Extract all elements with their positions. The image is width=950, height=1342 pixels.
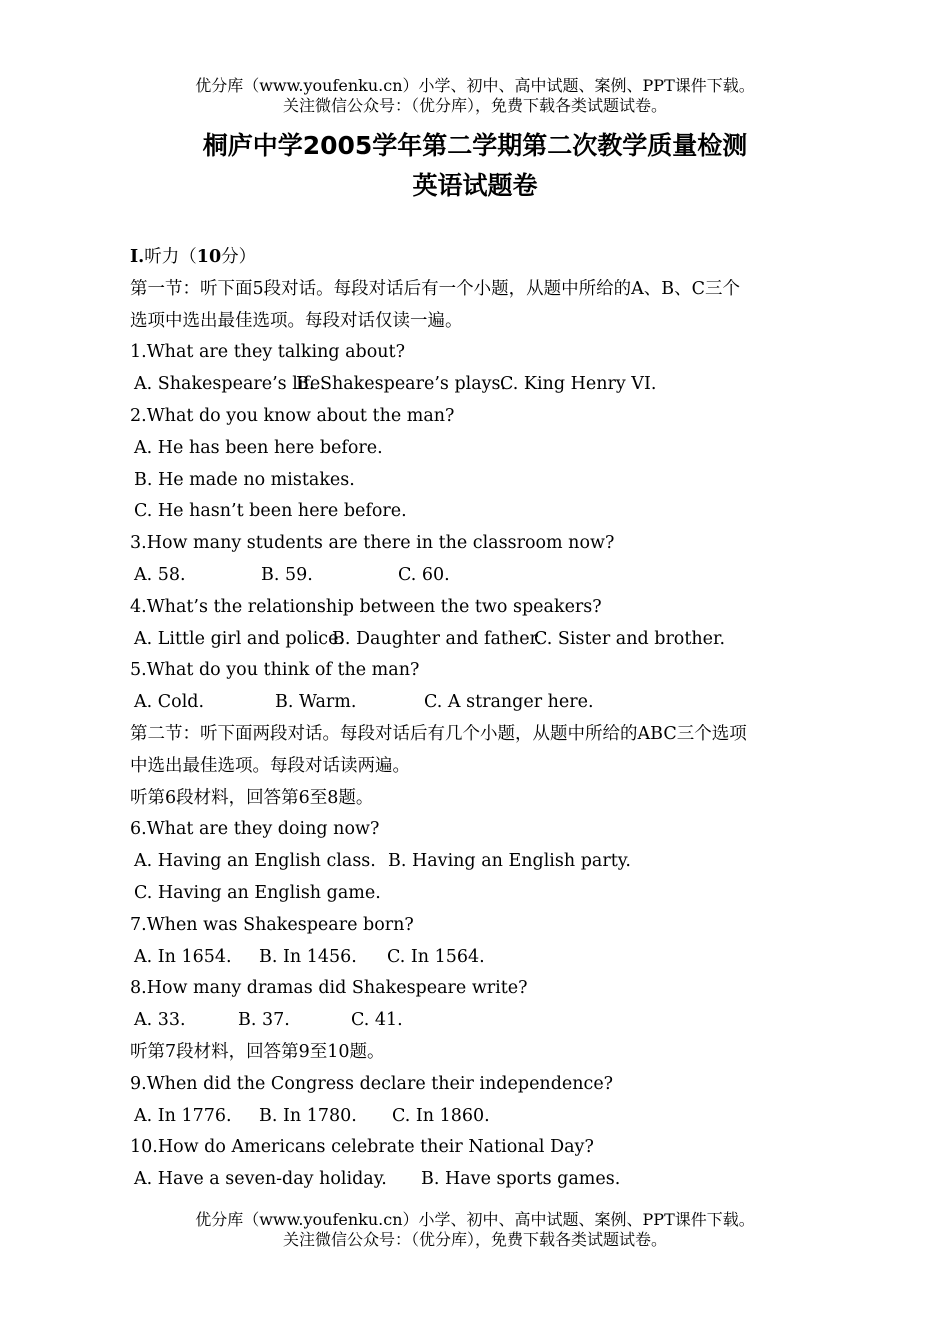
question-1: 1.What are they talking about? (130, 342, 405, 363)
page-header-note (0, 76, 950, 116)
footer-line-1: 优分库（www.youfenku.cn）小学、初中、高中试题、案例、PPT课件下载。 (195, 1210, 755, 1229)
option-c: C. King Henry VI. (500, 374, 657, 395)
option-c: C. A stranger here. (424, 692, 594, 713)
question-7-options (130, 942, 830, 974)
question-10-options (130, 1164, 830, 1196)
question-3: 3.How many students are there in the classroom now? (130, 533, 615, 554)
option-b: B. Daughter and father. (332, 628, 542, 649)
question-5-options (130, 687, 830, 719)
question-2-option-b: B. He made no mistakes. (134, 469, 355, 490)
question-8: 8.How many dramas did Shakespeare write? (130, 978, 528, 999)
option-b: B. 37. (238, 1010, 290, 1031)
option-b: B. In 1780. (259, 1105, 357, 1126)
option-a: A. Have a seven-day holiday. (134, 1169, 387, 1190)
option-a: A. Having an English class. (134, 851, 376, 872)
question-2: 2.What do you know about the man? (130, 405, 455, 426)
option-b: B. Shakespeare’s plays. (296, 374, 507, 395)
option-c: C. 60. (398, 564, 450, 585)
part1-intro-b: 选项中选出最佳选项。每段对话仅读一遍。 (130, 310, 463, 331)
option-a: A. In 1776. (134, 1105, 232, 1126)
option-b: B. Have sports games. (421, 1169, 621, 1190)
question-2-option-c: C. He hasn’t been here before. (134, 501, 407, 522)
option-c: C. 41. (351, 1010, 403, 1031)
section-unit: 分） (221, 247, 257, 267)
option-b: B. In 1456. (259, 946, 357, 967)
material-7-instruction: 听第7段材料，回答第9至10题。 (130, 1041, 385, 1062)
option-a: A. 58. (134, 564, 186, 585)
question-1-options (130, 369, 830, 401)
option-a: A. Little girl and police. (134, 628, 345, 649)
header-line-2: 关注微信公众号：（优分库），免费下载各类试题试卷。 (282, 96, 667, 115)
question-6: 6.What are they doing now? (130, 819, 380, 840)
question-10: 10.How do Americans celebrate their National Day? (130, 1137, 594, 1158)
material-6-instruction: 听第6段材料，回答第6至8题。 (130, 787, 374, 808)
question-6-options (130, 846, 830, 878)
question-6-option-c: C. Having an English game. (134, 882, 381, 903)
section-heading (130, 242, 830, 274)
question-3-options (130, 560, 830, 592)
part2-intro-a: 第二节：听下面两段对话。每段对话后有几个小题，从题中所给的ABC三个选项 (130, 723, 747, 744)
question-8-options (130, 1005, 830, 1037)
exam-title: 桐庐中学2005学年第二学期第二次教学质量检测 (202, 131, 748, 160)
option-a: A. In 1654. (134, 946, 232, 967)
question-5: 5.What do you think of the man? (130, 660, 420, 681)
option-b: B. Warm. (275, 692, 357, 713)
section-roman: I. (130, 247, 145, 267)
exam-content (130, 242, 830, 1196)
option-a: A. Cold. (134, 692, 205, 713)
part2-intro-b: 中选出最佳选项。每段对话读两遍。 (130, 755, 410, 776)
option-a: A. 33. (134, 1010, 186, 1031)
exam-subtitle: 英语试题卷 (412, 171, 538, 200)
question-9: 9.When did the Congress declare their independence? (130, 1073, 614, 1094)
option-c: C. In 1860. (392, 1105, 490, 1126)
question-7: 7.When was Shakespeare born? (130, 914, 414, 935)
option-c: C. Sister and brother. (534, 628, 726, 649)
option-b: B. 59. (261, 564, 313, 585)
question-4: 4.What’s the relationship between the two speakers? (130, 596, 602, 617)
question-9-options (130, 1101, 830, 1133)
header-line-1: 优分库（www.youfenku.cn）小学、初中、高中试题、案例、PPT课件下载。 (195, 76, 755, 95)
option-c: C. In 1564. (387, 946, 485, 967)
part1-intro-a: 第一节：听下面5段对话。每段对话后有一个小题，从题中所给的A、B、C三个 (130, 278, 741, 299)
section-label: 听力（ (144, 247, 197, 267)
question-2-option-a: A. He has been here before. (134, 437, 383, 458)
option-b: B. Having an English party. (388, 851, 631, 872)
question-4-options (130, 624, 830, 656)
section-score: 10 (196, 247, 222, 267)
footer-line-2: 关注微信公众号：（优分库），免费下载各类试题试卷。 (282, 1230, 667, 1249)
page-footer-note (0, 1210, 950, 1250)
option-a: A. Shakespeare’s life. (134, 374, 326, 395)
